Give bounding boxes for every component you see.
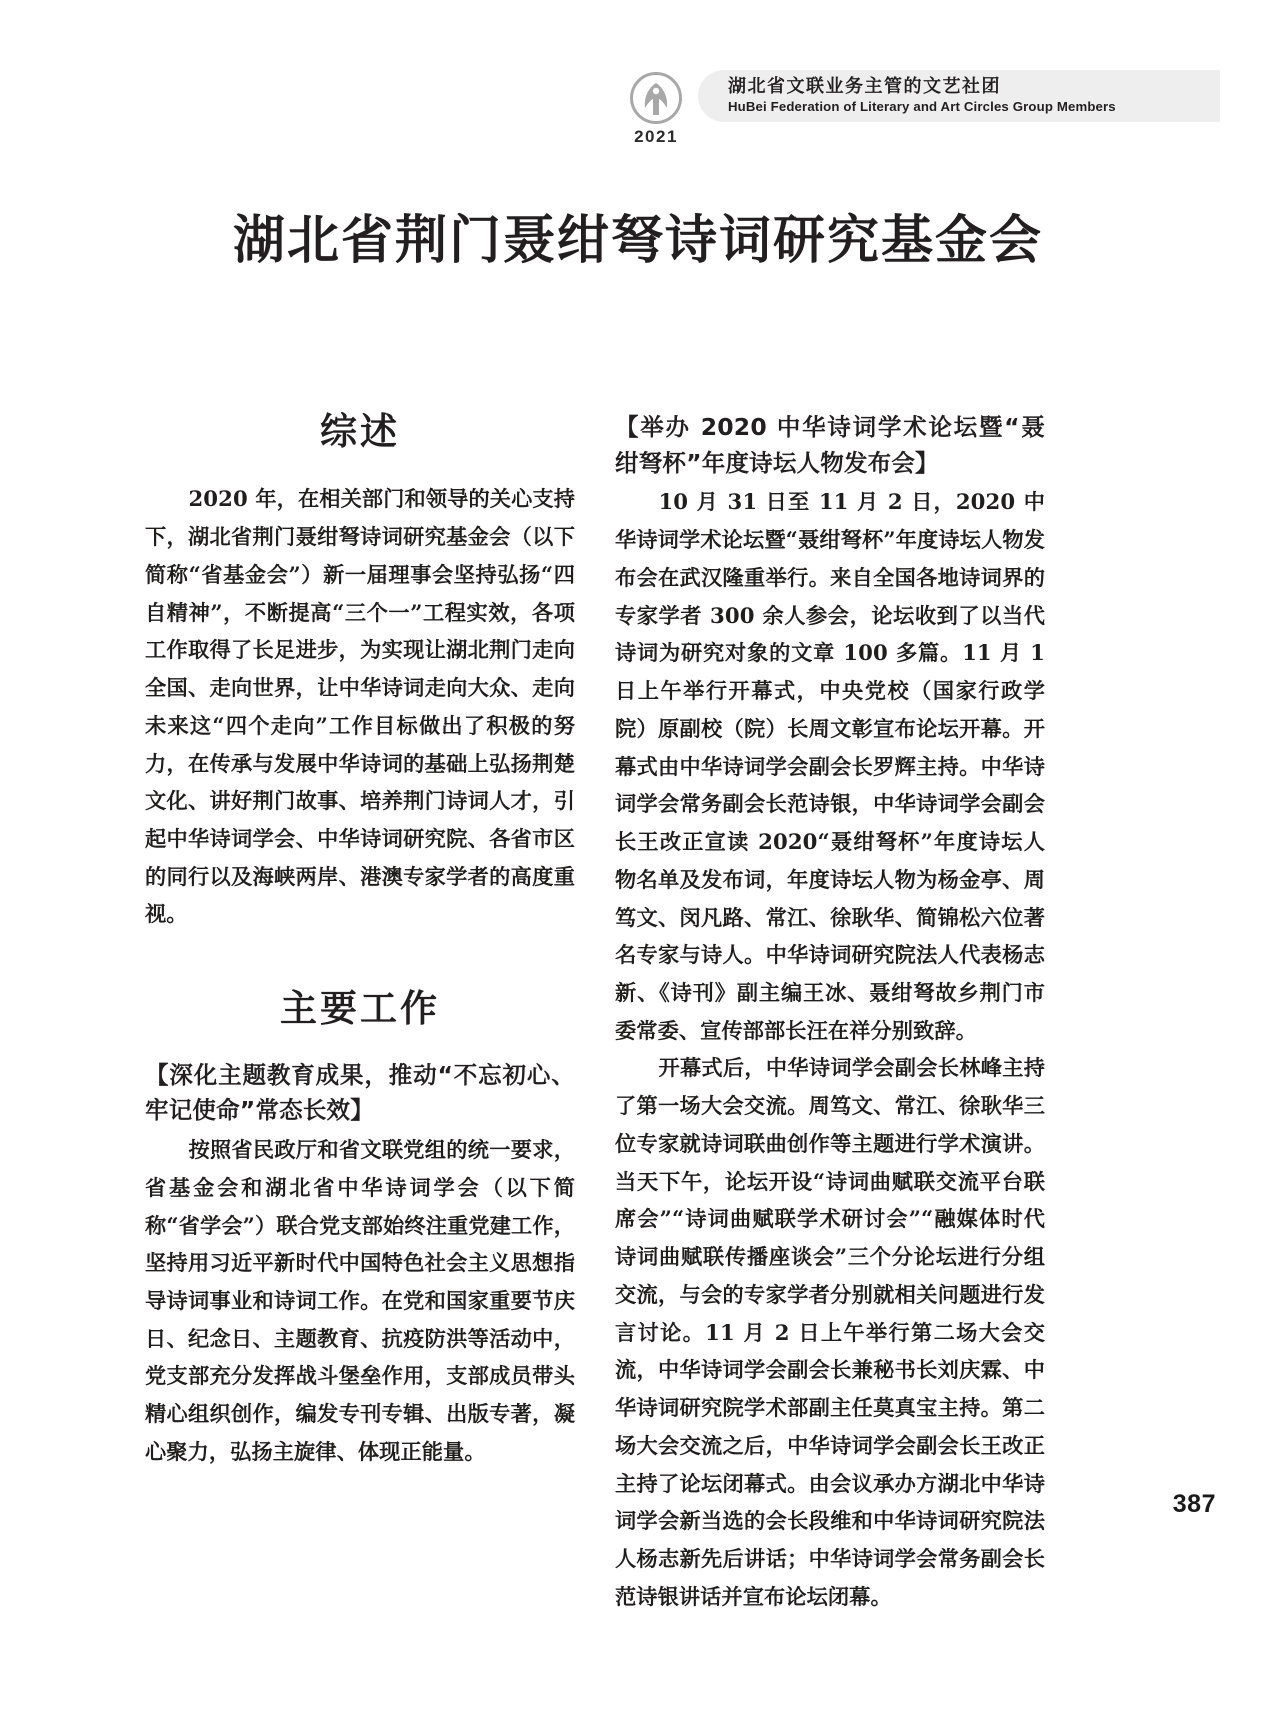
organization-emblem-icon	[630, 72, 682, 124]
forum-paragraph-2: 开幕式后，中华诗词学会副会长林峰主持了第一场大会交流。周笃文、常江、徐耿华三位专家就诗词联曲创作等主题进行学术演讲。当天下午，论坛开设“诗词曲赋联交流平台联席会”“诗词曲赋联学术研讨会”“融媒体时代诗词曲赋联传播座谈会”三个分论坛进行分组交流，与会的专家学者分别就相关问题进行发言讨论。11 月 2 日上午举行第二场大会交流，中华诗词学会副会长兼秘书长刘庆霖、中华诗词研究院学术部副主任莫真宝主持。第二场大会交流之后，中华诗词学会副会长王改正主持了论坛闭幕式。由会议承办方湖北中华诗词学会新当选的会长段维和中华诗词研究院法人杨志新先后讲话；中华诗词学会常务副会长范诗银讲话并宣布论坛闭幕。	[615, 1055, 1045, 1609]
subsection-heading-party-education: 【深化主题教育成果，推动“不忘初心、牢记使命”常态长效】	[145, 1060, 575, 1125]
masthead-chinese-text: 湖北省文联业务主管的文艺社团	[728, 75, 1001, 96]
masthead-pill	[698, 70, 1220, 122]
page-number: 387	[1172, 1490, 1216, 1518]
page-title: 湖北省荆门聂绀弩诗词研究基金会	[232, 210, 1043, 271]
masthead-english-text: HuBei Federation of Literary and Art Circles Group Members	[728, 99, 1116, 115]
subsection-heading-forum: 【举办 2020 中华诗词学术论坛暨“聂绀弩杯”年度诗坛人物发布会】	[615, 413, 1045, 477]
logo-year-label: 2021	[634, 127, 678, 146]
logo-block	[620, 70, 692, 147]
subsection-paragraph-party-education: 按照省民政厅和省文联党组的统一要求，省基金会和湖北省中华诗词学会（以下简称“省学会”）联合党支部始终注重党建工作，坚持用习近平新时代中国特色社会主义思想指导诗词事业和诗词工作。在党和国家重要节庆日、纪念日、主题教育、抗疫防洪等活动中，党支部充分发挥战斗堡垒作用，支部成员带头精心组织创作，编发专刊专辑、出版专著，凝心聚力，弘扬主旋律、体现正能量。	[145, 1137, 575, 1464]
left-column	[145, 410, 575, 1471]
section-heading-overview: 综述	[320, 410, 400, 453]
overview-paragraph: 2020 年，在相关部门和领导的关心支持下，湖北省荆门聂绀弩诗词研究基金会（以下简称“省基金会”）新一届理事会坚持弘扬“四自精神”，不断提高“三个一”工程实效，各项工作取得了长足进步，为实现让湖北荆门走向全国、走向世界，让中华诗词走向大众、走向未来这“四个走向”工作目标做出了积极的努力，在传承与发展中华诗词的基础上弘扬荆楚文化、讲好荆门故事、培养荆门诗词人才，引起中华诗词学会、中华诗词研究院、各省市区的同行以及海峡两岸、港澳专家学者的高度重视。	[145, 486, 575, 927]
masthead-banner	[620, 70, 1220, 148]
forum-paragraph-1: 10 月 31 日至 11 月 2 日，2020 中华诗词学术论坛暨“聂绀弩杯”年度诗坛人物发布会在武汉隆重举行。来自全国各地诗词界的专家学者 300 余人参会，论坛收到了以当代诗词为研究对象的文章 100 多篇。11 月 1 日上午举行开幕式，中央党校（国家行政学院）原副校（院）长周文彰宣布论坛开幕。开幕式由中华诗词学会副会长罗辉主持。中华诗词学会常务副会长范诗银，中华诗词学会副会长王改正宣读 2020“聂绀弩杯”年度诗坛人物名单及发布词，年度诗坛人物为杨金亭、周笃文、闵凡路、常江、徐耿华、简锦松六位著名专家与诗人。中华诗词研究院法人代表杨志新、《诗刊》副主编王冰、聂绀弩故乡荆门市委常委、宣传部部长汪在祥分别致辞。	[615, 489, 1045, 1043]
section-heading-main-work: 主要工作	[280, 987, 440, 1031]
right-column	[615, 410, 1045, 1615]
